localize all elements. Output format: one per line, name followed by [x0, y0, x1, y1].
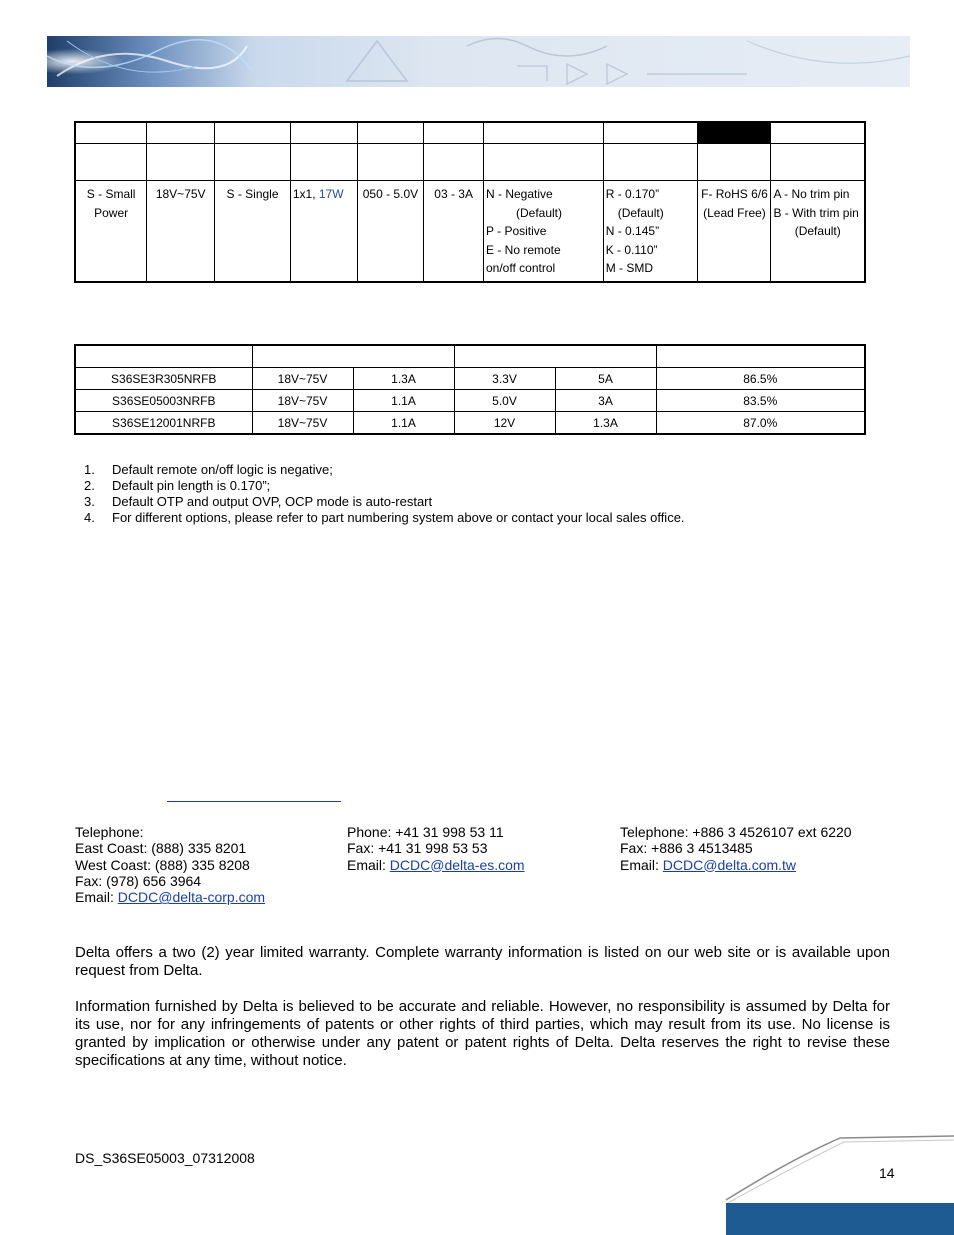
input-current: 1.3A	[353, 368, 454, 390]
model-name: S36SE3R305NRFB	[75, 368, 252, 390]
note-text: Default OTP and output OVP, OCP mode is auto-restart	[112, 494, 433, 509]
list-item	[84, 494, 685, 510]
power-value: 17W	[318, 187, 344, 201]
contact-line: West Coast: (888) 335 8208	[75, 856, 250, 873]
option-line: E - No remote	[486, 242, 561, 257]
table-row	[75, 412, 865, 435]
note-number: 4.	[84, 510, 95, 525]
banner-graphic	[47, 36, 910, 87]
email-link-asia[interactable]: DCDC@delta.com.tw	[662, 856, 797, 873]
model-name: S36SE12001NRFB	[75, 412, 252, 435]
contact-line: Fax: +41 31 998 53 53	[347, 840, 488, 857]
option-text: 1x1,	[292, 187, 319, 201]
subheader-cell	[357, 144, 424, 181]
contact-asia	[620, 824, 852, 873]
table-row	[75, 368, 865, 390]
contact-europe	[347, 824, 525, 873]
website-link-underline[interactable]	[167, 801, 341, 802]
subheader-cell	[290, 144, 357, 181]
part-numbering-table	[74, 121, 866, 283]
option-line: (Default)	[794, 224, 841, 238]
input-range: 18V~75V	[252, 412, 353, 435]
model-name: S36SE05003NRFB	[75, 390, 252, 412]
option-line: S - Small	[86, 187, 136, 201]
email-label: Email:	[620, 856, 663, 873]
efficiency: 86.5%	[656, 368, 865, 390]
contact-line: Fax: (978) 656 3964	[75, 872, 202, 889]
contact-line: Telephone:	[75, 824, 144, 840]
part-number-options-row	[75, 181, 865, 283]
contact-line: Phone: +41 31 998 53 11	[347, 824, 504, 840]
output-voltage: 5.0V	[454, 390, 555, 412]
pin-length-cell	[603, 181, 698, 283]
header-cell	[215, 122, 291, 144]
email-link-usa[interactable]: DCDC@delta-corp.com	[117, 889, 266, 906]
product-type-cell	[290, 181, 357, 283]
output-current-cell: 03 - 3A	[424, 181, 484, 283]
subheader-cell	[771, 144, 865, 181]
option-line: (Default)	[617, 205, 664, 220]
option-line: (Default)	[516, 205, 563, 220]
email-label: Email:	[347, 856, 390, 873]
contact-line: Telephone: +886 3 4526107 ext 6220	[620, 824, 852, 840]
input-voltage-cell: 18V~75V	[147, 181, 215, 283]
footer-swoosh-graphic	[720, 1130, 954, 1210]
header-cell	[75, 122, 147, 144]
option-line: N - Negative	[486, 187, 553, 201]
subheader-cell	[484, 144, 604, 181]
subheader-cell	[147, 144, 215, 181]
model-list-header-row	[75, 345, 865, 368]
option-line: (Lead Free)	[703, 205, 766, 220]
email-label: Email:	[75, 889, 118, 906]
footer-blue-bar	[726, 1203, 954, 1235]
option-line: F- RoHS 6/6	[701, 187, 768, 201]
subheader-cell	[424, 144, 484, 181]
note-number: 3.	[84, 494, 95, 509]
subheader-cell	[698, 144, 771, 181]
contact-line: Fax: +886 3 4513485	[620, 840, 753, 857]
input-range: 18V~75V	[252, 368, 353, 390]
header-cell	[656, 345, 865, 368]
contact-line: East Coast: (888) 335 8201	[75, 840, 247, 857]
output-current: 1.3A	[555, 412, 656, 435]
option-line: R - 0.170”	[605, 187, 660, 201]
list-item	[84, 462, 685, 478]
list-item	[84, 478, 685, 494]
output-current: 5A	[555, 368, 656, 390]
on-off-logic-cell	[484, 181, 604, 283]
subheader-cell	[603, 144, 698, 181]
output-current: 3A	[555, 390, 656, 412]
header-cell	[454, 345, 656, 368]
contact-email-line	[347, 857, 525, 873]
model-list-table	[74, 344, 866, 435]
document-code: DS_S36SE05003_07312008	[75, 1150, 255, 1166]
header-cell	[424, 122, 484, 144]
output-voltage: 12V	[454, 412, 555, 435]
email-link-europe[interactable]: DCDC@delta-es.com	[389, 856, 525, 873]
option-line: M - SMD	[605, 261, 654, 275]
part-number-header-row	[75, 122, 865, 144]
product-series-cell	[75, 181, 147, 283]
contact-email-line	[620, 857, 852, 873]
input-current: 1.1A	[353, 390, 454, 412]
header-banner	[47, 36, 910, 87]
header-cell	[484, 122, 604, 144]
header-cell	[252, 345, 454, 368]
page-number: 14	[879, 1165, 895, 1181]
contact-email-line	[75, 889, 265, 905]
note-text: Default remote on/off logic is negative;	[112, 462, 333, 477]
option-line: Power	[94, 205, 129, 220]
header-cell	[147, 122, 215, 144]
efficiency: 87.0%	[656, 412, 865, 435]
header-cell	[771, 122, 865, 144]
rohs-cell	[698, 181, 771, 283]
output-voltage-cell: 050 - 5.0V	[357, 181, 424, 283]
table-row	[75, 390, 865, 412]
notes-list	[84, 462, 685, 526]
disclaimer-paragraph: Information furnished by Delta is believed to be accurate and reliable. However, no responsibility is assumed by Delta for its use, nor for any infringements of patents or other rights of third parties, which may result from its use. No license is granted by implication or otherwise under any patent or patent rights of Delta. Delta reserves the right to revise these specifications at any time, without notice.	[75, 998, 890, 1069]
note-number: 1.	[84, 462, 95, 477]
header-cell	[603, 122, 698, 144]
header-cell	[290, 122, 357, 144]
efficiency: 83.5%	[656, 390, 865, 412]
output-number-cell: S - Single	[215, 181, 291, 283]
option-line: K - 0.110”	[605, 242, 658, 257]
input-current: 1.1A	[353, 412, 454, 435]
option-line: on/off control	[486, 261, 556, 275]
list-item	[84, 510, 685, 526]
header-cell	[357, 122, 424, 144]
subheader-cell	[75, 144, 147, 181]
contact-usa	[75, 824, 265, 905]
option-line: P - Positive	[486, 224, 547, 238]
input-range: 18V~75V	[252, 390, 353, 412]
output-voltage: 3.3V	[454, 368, 555, 390]
header-cell	[75, 345, 252, 368]
warranty-paragraph: Delta offers a two (2) year limited warranty. Complete warranty information is listed on our web site or is available upon request from Delta.	[75, 944, 890, 979]
option-line: N - 0.145”	[605, 224, 660, 238]
option-line: B - With trim pin	[773, 205, 859, 220]
note-text: Default pin length is 0.170”;	[112, 478, 271, 493]
subheader-cell	[215, 144, 291, 181]
note-number: 2.	[84, 478, 95, 493]
header-cell-highlighted	[698, 122, 771, 144]
option-line: A - No trim pin	[773, 187, 850, 201]
note-text: For different options, please refer to part numbering system above or contact your local sales office.	[112, 510, 685, 525]
part-number-subheader-row	[75, 144, 865, 181]
trim-option-cell	[771, 181, 865, 283]
